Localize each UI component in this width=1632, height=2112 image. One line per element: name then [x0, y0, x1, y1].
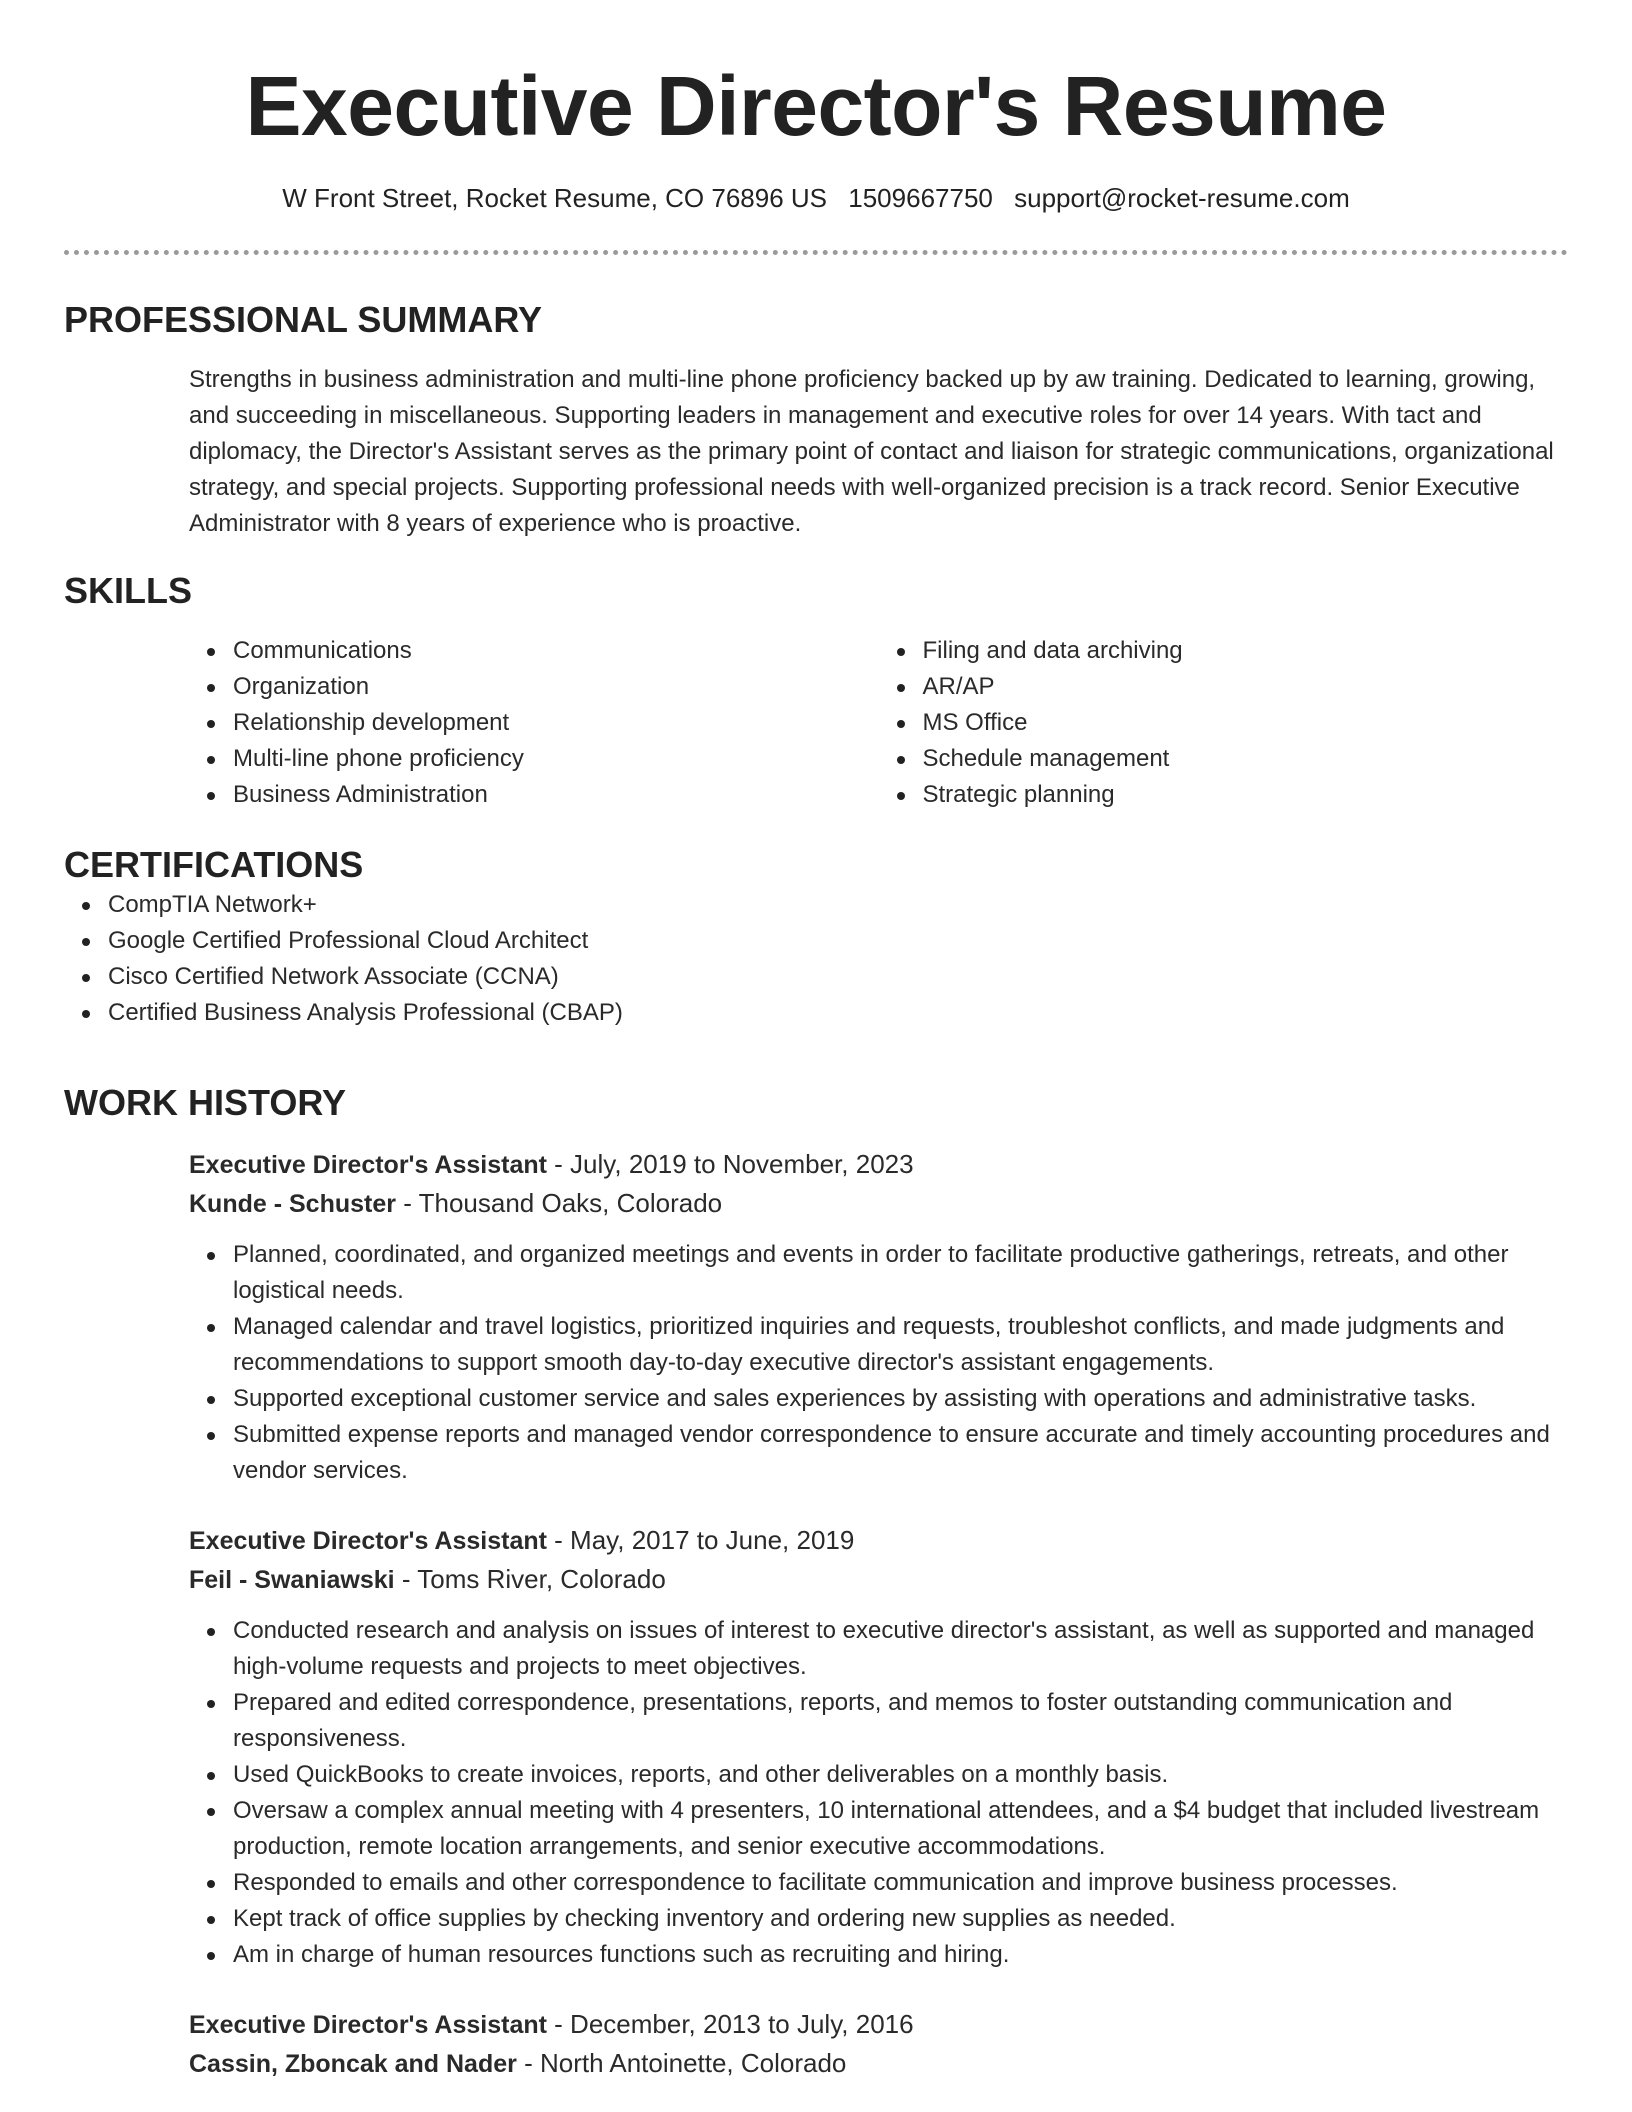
- contact-line: [0, 178, 1632, 218]
- job-bullets: [189, 1613, 1568, 1973]
- skill-item: AR/AP: [923, 669, 1569, 705]
- header-divider: [64, 250, 1568, 255]
- certifications-list: [64, 887, 1568, 1031]
- skills-heading: SKILLS: [64, 570, 193, 611]
- job-bullet: Am in charge of human resources functions such as recruiting and hiring.: [233, 1937, 1568, 1973]
- job-company: Cassin, Zboncak and Nader: [189, 2050, 517, 2078]
- certification-item: Google Certified Professional Cloud Architect: [108, 923, 1568, 959]
- job-bullet: Responded to emails and other correspondence to facilitate communication and improve business processes.: [233, 1865, 1568, 1901]
- job-entry: [189, 2005, 1568, 2083]
- job-entry: [189, 1521, 1568, 1973]
- work-history-heading: WORK HISTORY: [64, 1082, 347, 1123]
- job-bullet: Kept track of office supplies by checking inventory and ordering new supplies as needed.: [233, 1901, 1568, 1937]
- contact-address: W Front Street, Rocket Resume, CO 76896 US: [282, 183, 828, 213]
- skill-item: Filing and data archiving: [923, 633, 1569, 669]
- skill-item: MS Office: [923, 705, 1569, 741]
- job-bullet: Conducted research and analysis on issues of interest to executive director's assistant, as well as supported and managed high-volume requests and projects to meet objectives.: [233, 1613, 1568, 1685]
- job-bullet: Oversaw a complex annual meeting with 4 presenters, 10 international attendees, and a $4 budget that included livestream production, remote location arrangements, and senior executive accommodations.: [233, 1793, 1568, 1865]
- job-company-line: [189, 1184, 1568, 1223]
- job-title: Executive Director's Assistant: [189, 1527, 547, 1555]
- job-title-line: [189, 1521, 1568, 1560]
- job-title-line: [189, 1145, 1568, 1184]
- skills-list-right: [879, 633, 1569, 813]
- job-dates: - December, 2013 to July, 2016: [546, 2009, 914, 2039]
- job-company-line: [189, 1560, 1568, 1599]
- job-bullet: Supported exceptional customer service and sales experiences by assisting with operations and administrative tasks.: [233, 1381, 1568, 1417]
- job-company: Kunde - Schuster: [189, 1190, 396, 1218]
- job-bullet: Used QuickBooks to create invoices, reports, and other deliverables on a monthly basis.: [233, 1757, 1568, 1793]
- certifications-heading: CERTIFICATIONS: [64, 844, 364, 885]
- job-dates: - May, 2017 to June, 2019: [546, 1525, 855, 1555]
- job-bullet: Planned, coordinated, and organized meetings and events in order to facilitate productive gatherings, retreats, and other logistical needs.: [233, 1237, 1568, 1309]
- job-location: - Thousand Oaks, Colorado: [395, 1188, 723, 1218]
- contact-phone: 1509667750: [848, 183, 993, 213]
- job-company: Feil - Swaniawski: [189, 1566, 395, 1594]
- job-bullet: Prepared and edited correspondence, presentations, reports, and memos to foster outstanding communication and responsiveness.: [233, 1685, 1568, 1757]
- skill-item: Organization: [233, 669, 879, 705]
- job-title: Executive Director's Assistant: [189, 1151, 547, 1179]
- job-title: Executive Director's Assistant: [189, 2011, 547, 2039]
- skill-item: Strategic planning: [923, 777, 1569, 813]
- job-bullet: Submitted expense reports and managed vendor correspondence to ensure accurate and timely accounting procedures and vendor services.: [233, 1417, 1568, 1489]
- job-location: - Toms River, Colorado: [394, 1564, 666, 1594]
- job-dates: - July, 2019 to November, 2023: [546, 1149, 914, 1179]
- skill-item: Schedule management: [923, 741, 1569, 777]
- summary-heading: PROFESSIONAL SUMMARY: [64, 299, 543, 340]
- job-bullets: [189, 1237, 1568, 1489]
- certification-item: CompTIA Network+: [108, 887, 1568, 923]
- resume-title: Executive Director's Resume: [245, 59, 1387, 153]
- certification-item: Certified Business Analysis Professional (CBAP): [108, 995, 1568, 1031]
- skill-item: Communications: [233, 633, 879, 669]
- job-title-line: [189, 2005, 1568, 2044]
- skill-item: Business Administration: [233, 777, 879, 813]
- job-location: - North Antoinette, Colorado: [516, 2048, 847, 2078]
- summary-text: Strengths in business administration and multi-line phone proficiency backed up by aw training. Dedicated to learning, growing, and succeeding in miscellaneous. Supporting leaders in management and executive roles for over 14 years. With tact and diplomacy, the Director's Assistant serves as the primary point of contact and liaison for strategic communications, organizational strategy, and special projects. Supporting professional needs with well-organized precision is a track record. Senior Executive Administrator with 8 years of experience who is proactive.: [189, 366, 1554, 537]
- skills-list-left: [189, 633, 879, 813]
- skills-grid: [189, 633, 1568, 813]
- work-history-section: [64, 1081, 1568, 2083]
- skill-item: Multi-line phone proficiency: [233, 741, 879, 777]
- job-entry: [189, 1145, 1568, 1489]
- job-company-line: [189, 2044, 1568, 2083]
- skills-section: [64, 569, 1568, 813]
- summary-section: [64, 298, 1568, 542]
- certifications-section: [64, 843, 1568, 1031]
- skill-item: Relationship development: [233, 705, 879, 741]
- job-bullet: Managed calendar and travel logistics, prioritized inquiries and requests, troubleshot conflicts, and made judgments and recommendations to support smooth day-to-day executive director's assistant engagements.: [233, 1309, 1568, 1381]
- certification-item: Cisco Certified Network Associate (CCNA): [108, 959, 1568, 995]
- contact-email: support@rocket-resume.com: [1014, 183, 1350, 213]
